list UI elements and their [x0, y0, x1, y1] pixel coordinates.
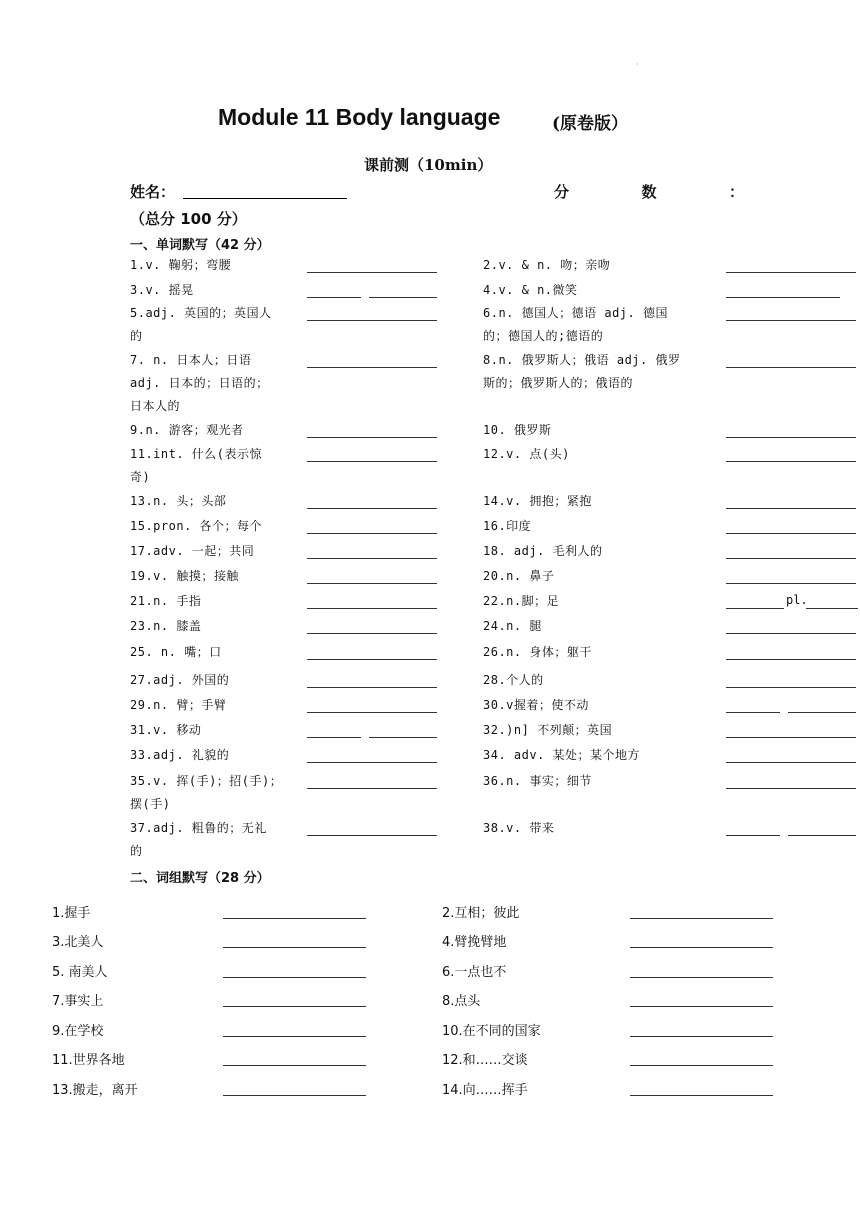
answer-blank[interactable] — [307, 608, 437, 609]
section2-heading: 二、词组默写（28 分） — [130, 871, 270, 886]
answer-blank[interactable] — [307, 737, 361, 738]
score-label — [554, 181, 744, 202]
phrase-prompt: 6.一点也不 — [442, 965, 507, 980]
answer-blank[interactable] — [726, 687, 856, 688]
phrase-prompt: 8.点头 — [442, 994, 481, 1009]
answer-blank[interactable] — [726, 320, 856, 321]
answer-blank[interactable] — [726, 367, 856, 368]
word-prompt: 4.v. & n.微笑 — [483, 283, 578, 297]
phrase-prompt: 10.在不同的国家 — [442, 1024, 541, 1039]
word-prompt: 36.n. 事实；细节 — [483, 774, 592, 788]
phrase-prompt: 13.搬走，离开 — [52, 1083, 138, 1098]
phrase-prompt: 2.互相；彼此 — [442, 906, 520, 921]
word-prompt: 的；德国人的;德语的 — [483, 329, 604, 343]
total-score: （总分 100 分） — [130, 210, 247, 228]
word-prompt: 21.n. 手指 — [130, 594, 202, 608]
answer-blank[interactable] — [726, 461, 856, 462]
word-prompt: 6.n. 德国人；德语 adj. 德国 — [483, 306, 668, 320]
name-blank[interactable] — [183, 198, 347, 199]
answer-blank[interactable] — [307, 437, 437, 438]
word-prompt: 35.v. 挥(手)；招(手)； — [130, 774, 283, 788]
answer-blank[interactable] — [788, 712, 856, 713]
answer-blank[interactable] — [630, 1065, 773, 1066]
word-prompt: 11.int. 什么(表示惊 — [130, 447, 263, 461]
title-main: Module 11 Body language — [218, 104, 501, 130]
answer-blank[interactable] — [307, 508, 437, 509]
answer-blank[interactable] — [726, 737, 856, 738]
word-prompt: 5.adj. 英国的；英国人 — [130, 306, 272, 320]
word-prompt: 24.n. 腿 — [483, 619, 542, 633]
word-prompt: adj. 日本的；日语的； — [130, 376, 269, 390]
answer-blank[interactable] — [307, 659, 437, 660]
score-char: ： — [728, 183, 744, 201]
answer-blank[interactable] — [223, 947, 366, 948]
word-prompt: 奇) — [130, 470, 151, 484]
word-prompt: 9.n. 游客；观光者 — [130, 423, 244, 437]
phrase-prompt: 1.握手 — [52, 906, 91, 921]
answer-blank[interactable] — [726, 788, 856, 789]
answer-blank[interactable] — [630, 1036, 773, 1037]
phrase-prompt: 3.北美人 — [52, 935, 104, 950]
answer-blank[interactable] — [223, 1065, 366, 1066]
word-prompt: 8.n. 俄罗斯人；俄语 adj. 俄罗 — [483, 353, 681, 367]
answer-blank[interactable] — [307, 788, 437, 789]
word-prompt: 1.v. 鞠躬；弯腰 — [130, 258, 232, 272]
word-prompt: 18. adj. 毛利人的 — [483, 544, 603, 558]
word-prompt: 7. n. 日本人；日语 — [130, 353, 252, 367]
phrase-prompt: 14.向……挥手 — [442, 1083, 528, 1098]
answer-blank[interactable] — [726, 533, 856, 534]
word-prompt: 17.adv. 一起；共同 — [130, 544, 255, 558]
answer-blank[interactable] — [223, 1095, 366, 1096]
answer-blank[interactable] — [726, 608, 784, 609]
word-prompt: 26.n. 身体；躯干 — [483, 645, 592, 659]
answer-blank[interactable] — [307, 712, 437, 713]
answer-blank[interactable] — [223, 977, 366, 978]
word-prompt: 30.v握着；使不动 — [483, 698, 589, 712]
phrase-prompt: 5. 南美人 — [52, 965, 108, 980]
word-prompt: 27.adj. 外国的 — [130, 673, 230, 687]
word-prompt: 29.n. 臂；手臂 — [130, 698, 227, 712]
word-prompt: 20.n. 鼻子 — [483, 569, 555, 583]
answer-blank[interactable] — [726, 272, 856, 273]
section1-heading: 一、单词默写（42 分） — [130, 238, 270, 253]
word-prompt: 12.v. 点(头) — [483, 447, 570, 461]
word-prompt: 13.n. 头；头部 — [130, 494, 227, 508]
word-prompt: 19.v. 触摸；接触 — [130, 569, 239, 583]
score-char: 分 — [554, 183, 570, 201]
word-prompt: 32.)n] 不列颠；英国 — [483, 723, 613, 737]
answer-blank[interactable] — [369, 737, 437, 738]
word-prompt: 22.n.脚；足 — [483, 594, 560, 608]
word-prompt: 37.adj. 粗鲁的；无礼 — [130, 821, 267, 835]
answer-blank[interactable] — [726, 835, 780, 836]
phrase-prompt: 4.臂挽臂地 — [442, 935, 507, 950]
word-prompt: 28.个人的 — [483, 673, 544, 687]
title-suffix: (原卷版） — [552, 114, 629, 134]
answer-blank[interactable] — [307, 297, 361, 298]
answer-blank[interactable] — [223, 918, 366, 919]
answer-blank[interactable] — [630, 947, 773, 948]
answer-blank[interactable] — [630, 918, 773, 919]
phrase-prompt: 11.世界各地 — [52, 1053, 125, 1068]
phrase-prompt: 12.和……交谈 — [442, 1053, 528, 1068]
word-prompt: 的 — [130, 844, 143, 858]
answer-blank[interactable] — [630, 1095, 773, 1096]
name-label: 姓名： — [130, 183, 176, 201]
answer-blank[interactable] — [806, 608, 858, 609]
word-prompt: 38.v. 带来 — [483, 821, 555, 835]
page-subtitle: 课前测（10min） — [364, 156, 493, 174]
answer-blank[interactable] — [307, 687, 437, 688]
answer-blank[interactable] — [726, 297, 840, 298]
answer-blank[interactable] — [726, 437, 856, 438]
word-prompt: 16.印度 — [483, 519, 532, 533]
word-prompt: 33.adj. 礼貌的 — [130, 748, 230, 762]
answer-blank[interactable] — [726, 508, 856, 509]
word-prompt: 日本人的 — [130, 399, 181, 413]
answer-blank[interactable] — [307, 367, 437, 368]
answer-blank[interactable] — [307, 533, 437, 534]
answer-blank[interactable] — [369, 297, 437, 298]
word-prompt: 摆(手) — [130, 797, 171, 811]
answer-blank[interactable] — [223, 1036, 366, 1037]
answer-blank[interactable] — [726, 633, 856, 634]
answer-blank[interactable] — [726, 558, 856, 559]
answer-blank[interactable] — [307, 272, 437, 273]
word-prompt: 14.v. 拥抱；紧抱 — [483, 494, 592, 508]
word-prompt: 23.n. 膝盖 — [130, 619, 202, 633]
word-prompt: 的 — [130, 329, 143, 343]
word-prompt: 10. 俄罗斯 — [483, 423, 552, 437]
word-prompt: 3.v. 摇晃 — [130, 283, 194, 297]
word-prompt: 2.v. & n. 吻；亲吻 — [483, 258, 611, 272]
answer-blank[interactable] — [307, 762, 437, 763]
page-mark: · — [636, 60, 639, 69]
answer-blank[interactable] — [726, 583, 856, 584]
phrase-prompt: 9.在学校 — [52, 1024, 104, 1039]
answer-blank[interactable] — [307, 558, 437, 559]
word-prompt: 34. adv. 某处；某个地方 — [483, 748, 641, 762]
answer-blank[interactable] — [630, 1006, 773, 1007]
answer-blank[interactable] — [307, 461, 437, 462]
answer-blank[interactable] — [223, 1006, 366, 1007]
answer-blank[interactable] — [307, 320, 437, 321]
answer-blank[interactable] — [307, 835, 437, 836]
word-prompt: 25. n. 嘴；口 — [130, 645, 222, 659]
score-char: 数 — [641, 183, 657, 201]
answer-blank[interactable] — [630, 977, 773, 978]
answer-blank[interactable] — [788, 835, 856, 836]
answer-blank[interactable] — [307, 583, 437, 584]
answer-blank[interactable] — [726, 712, 780, 713]
phrase-prompt: 7.事实上 — [52, 994, 104, 1009]
word-prompt: 31.v. 移动 — [130, 723, 202, 737]
answer-blank[interactable] — [726, 762, 856, 763]
answer-blank[interactable] — [307, 633, 437, 634]
plural-label: pl. — [786, 593, 808, 607]
word-prompt: 15.pron. 各个；每个 — [130, 519, 263, 533]
answer-blank[interactable] — [726, 659, 856, 660]
word-prompt: 斯的；俄罗斯人的；俄语的 — [483, 376, 634, 390]
